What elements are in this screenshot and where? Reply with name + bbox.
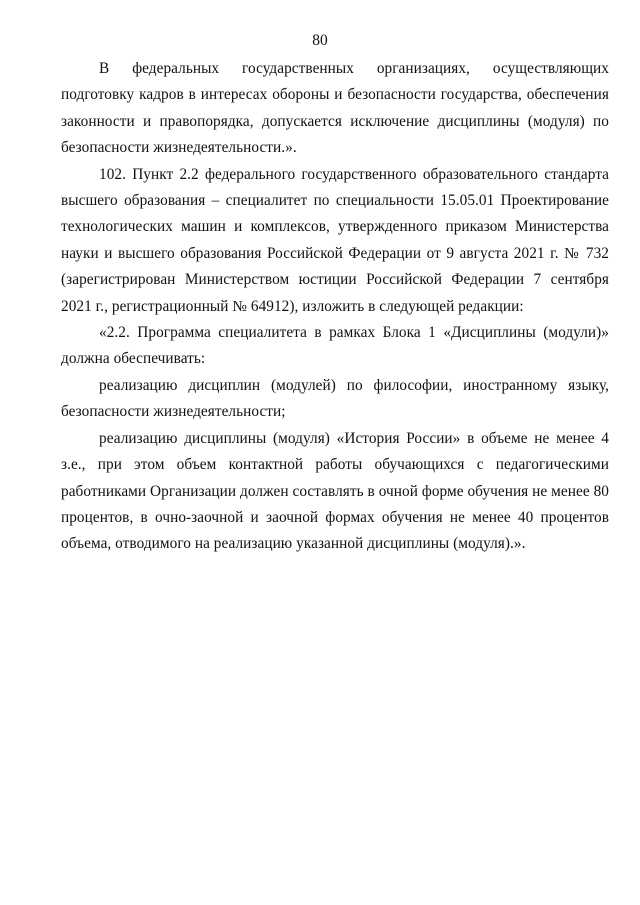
document-body xyxy=(61,56,609,558)
page-number: 80 xyxy=(312,32,328,49)
paragraph-exclusion-note: В федеральных государственных организациях, осуществляющих подготовку кадров в интересах обороны и безопасности государства, обеспечения законности и правопорядка, допускается исключение дисциплины (модуля) по безопасности жизнедеятельности.». xyxy=(61,60,609,157)
paragraph-clause-2-2: «2.2. Программа специалитета в рамках Блока 1 «Дисциплины (модули)» должна обеспечивать: xyxy=(61,324,609,368)
paragraph-history-discipline: реализацию дисциплины (модуля) «История России» в объеме не менее 4 з.е., при этом объем контактной работы обучающихся с педагогическими работниками Организации должен составлять в очной форме обучения не менее 80 процентов, в очно-заочной и заочной формах обучения не менее 40 процентов объема, отводимого на реализацию указанной дисциплины (модуля).». xyxy=(61,429,609,553)
paragraph-item-102: 102. Пункт 2.2 федерального государственного образовательного стандарта высшего образования – специалитет по специальности 15.05.01 Проектирование технологических машин и комплексов, утвержденного приказом Министерства науки и высшего образования Российской Федерации от 9 августа 2021 г. № 732 (зарегистрирован Министерством юстиции Российской Федерации 7 сентября 2021 г., регистрационный № 64912), изложить в следующей редакции: xyxy=(61,165,609,315)
paragraph-disciplines-list: реализацию дисциплин (модулей) по философии, иностранному языку, безопасности жизнедеятельности; xyxy=(61,376,609,421)
